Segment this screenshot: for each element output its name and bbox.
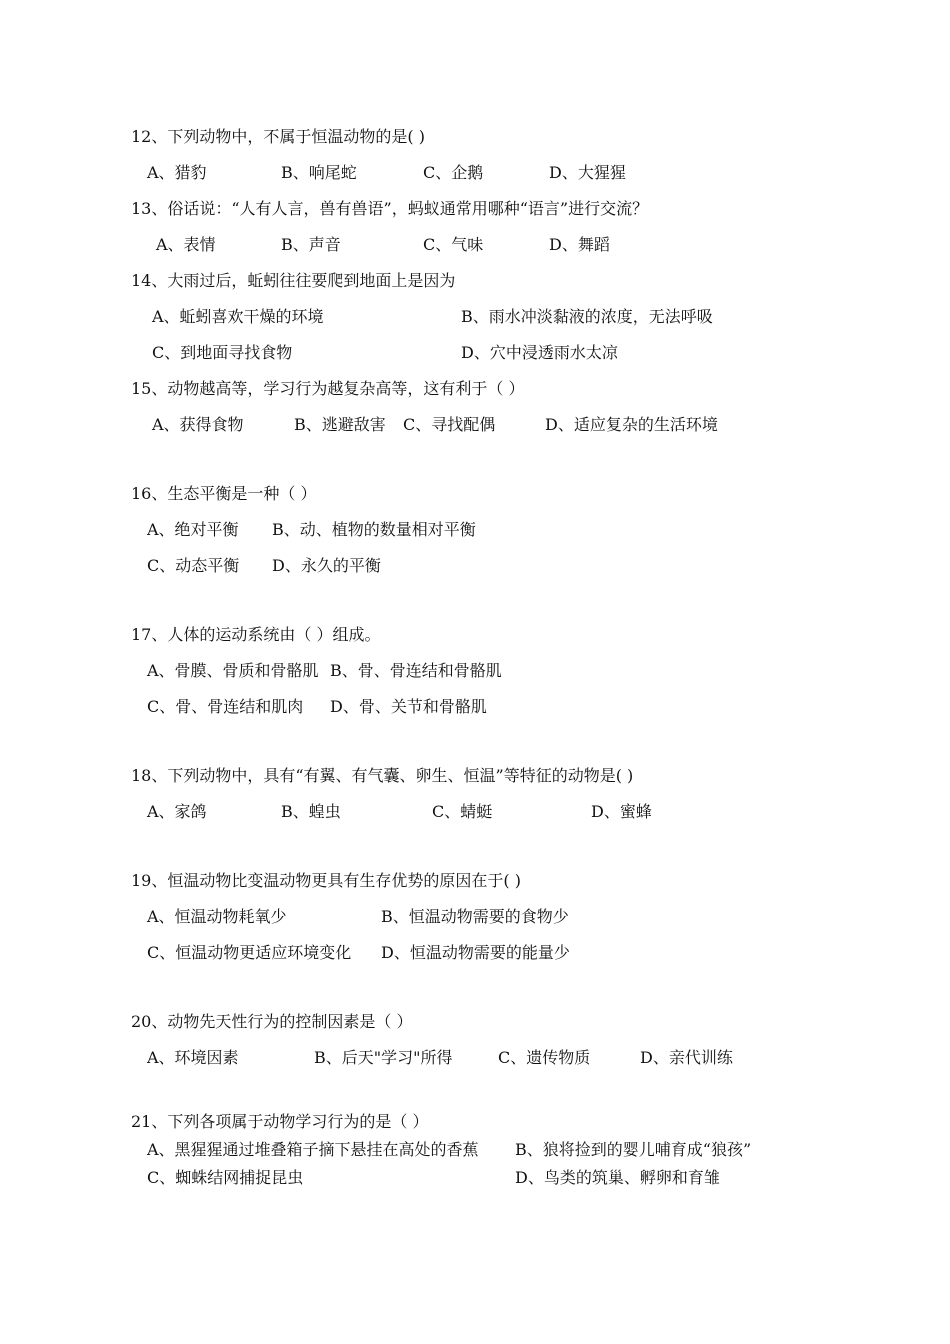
q17-option-a: A、骨膜、骨质和骨骼肌	[147, 661, 319, 680]
q19-option-c: C、恒温动物更适应环境变化	[147, 943, 352, 962]
q15-option-a: A、获得食物	[152, 415, 244, 434]
q13-option-c: C、气味	[423, 235, 484, 254]
q16-option-b: B、动、植物的数量相对平衡	[272, 520, 476, 539]
q12-option-c: C、企鹅	[423, 163, 484, 182]
q15-option-c: C、寻找配偶	[403, 415, 496, 434]
question-13-stem: 13、俗话说：“人有人言，兽有兽语”，蚂蚁通常用哪种“语言”进行交流？	[131, 199, 649, 218]
q19-option-b: B、恒温动物需要的食物少	[381, 907, 569, 926]
q15-option-b: B、逃避敌害	[294, 415, 386, 434]
q21-option-b: B、狼将捡到的婴儿哺育成“狼孩”	[515, 1140, 752, 1159]
question-12-stem: 12、下列动物中，不属于恒温动物的是( )	[131, 127, 425, 146]
q16-option-c: C、动态平衡	[147, 556, 240, 575]
q13-option-a: A、表情	[156, 235, 216, 254]
q20-option-b: B、后天"学习"所得	[314, 1048, 453, 1067]
q21-option-c: C、蜘蛛结网捕捉昆虫	[147, 1168, 304, 1187]
q20-option-c: C、遗传物质	[498, 1048, 591, 1067]
q19-option-a: A、恒温动物耗氧少	[147, 907, 287, 926]
question-15-stem: 15、动物越高等，学习行为越复杂高等，这有利于（ ）	[131, 379, 525, 398]
q12-option-d: D、大猩猩	[549, 163, 626, 182]
q12-option-b: B、响尾蛇	[281, 163, 357, 182]
q17-option-b: B、骨、骨连结和骨骼肌	[330, 661, 502, 680]
q16-option-d: D、永久的平衡	[272, 556, 381, 575]
q21-option-a: A、黑猩猩通过堆叠箱子摘下悬挂在高处的香蕉	[147, 1140, 479, 1159]
q20-option-d: D、亲代训练	[640, 1048, 733, 1067]
question-18-stem: 18、下列动物中，具有“有翼、有气囊、卵生、恒温”等特征的动物是( )	[131, 766, 634, 785]
question-20-stem: 20、动物先天性行为的控制因素是（ ）	[131, 1012, 413, 1031]
q14-option-b: B、雨水冲淡黏液的浓度，无法呼吸	[461, 307, 713, 326]
q13-option-d: D、舞蹈	[549, 235, 610, 254]
q18-option-a: A、家鸽	[147, 802, 207, 821]
question-17-stem: 17、人体的运动系统由（ ）组成。	[131, 625, 381, 644]
q17-option-c: C、骨、骨连结和肌肉	[147, 697, 304, 716]
q20-option-a: A、环境因素	[147, 1048, 239, 1067]
q19-option-d: D、恒温动物需要的能量少	[381, 943, 570, 962]
question-14-stem: 14、大雨过后，蚯蚓往往要爬到地面上是因为	[131, 271, 456, 290]
q14-option-d: D、穴中浸透雨水太凉	[461, 343, 618, 362]
q17-option-d: D、骨、关节和骨骼肌	[330, 697, 487, 716]
q15-option-d: D、适应复杂的生活环境	[545, 415, 718, 434]
question-16-stem: 16、生态平衡是一种（ ）	[131, 484, 317, 503]
q18-option-b: B、蝗虫	[281, 802, 341, 821]
q21-option-d: D、鸟类的筑巢、孵卵和育雏	[515, 1168, 720, 1187]
q12-option-a: A、猎豹	[147, 163, 207, 182]
q18-option-c: C、蜻蜓	[432, 802, 493, 821]
question-21-stem: 21、下列各项属于动物学习行为的是（ ）	[131, 1112, 429, 1131]
q14-option-c: C、到地面寻找食物	[152, 343, 293, 362]
q14-option-a: A、蚯蚓喜欢干燥的环境	[152, 307, 324, 326]
question-19-stem: 19、恒温动物比变温动物更具有生存优势的原因在于( )	[131, 871, 521, 890]
q13-option-b: B、声音	[281, 235, 341, 254]
q18-option-d: D、蜜蜂	[591, 802, 652, 821]
q16-option-a: A、绝对平衡	[147, 520, 239, 539]
